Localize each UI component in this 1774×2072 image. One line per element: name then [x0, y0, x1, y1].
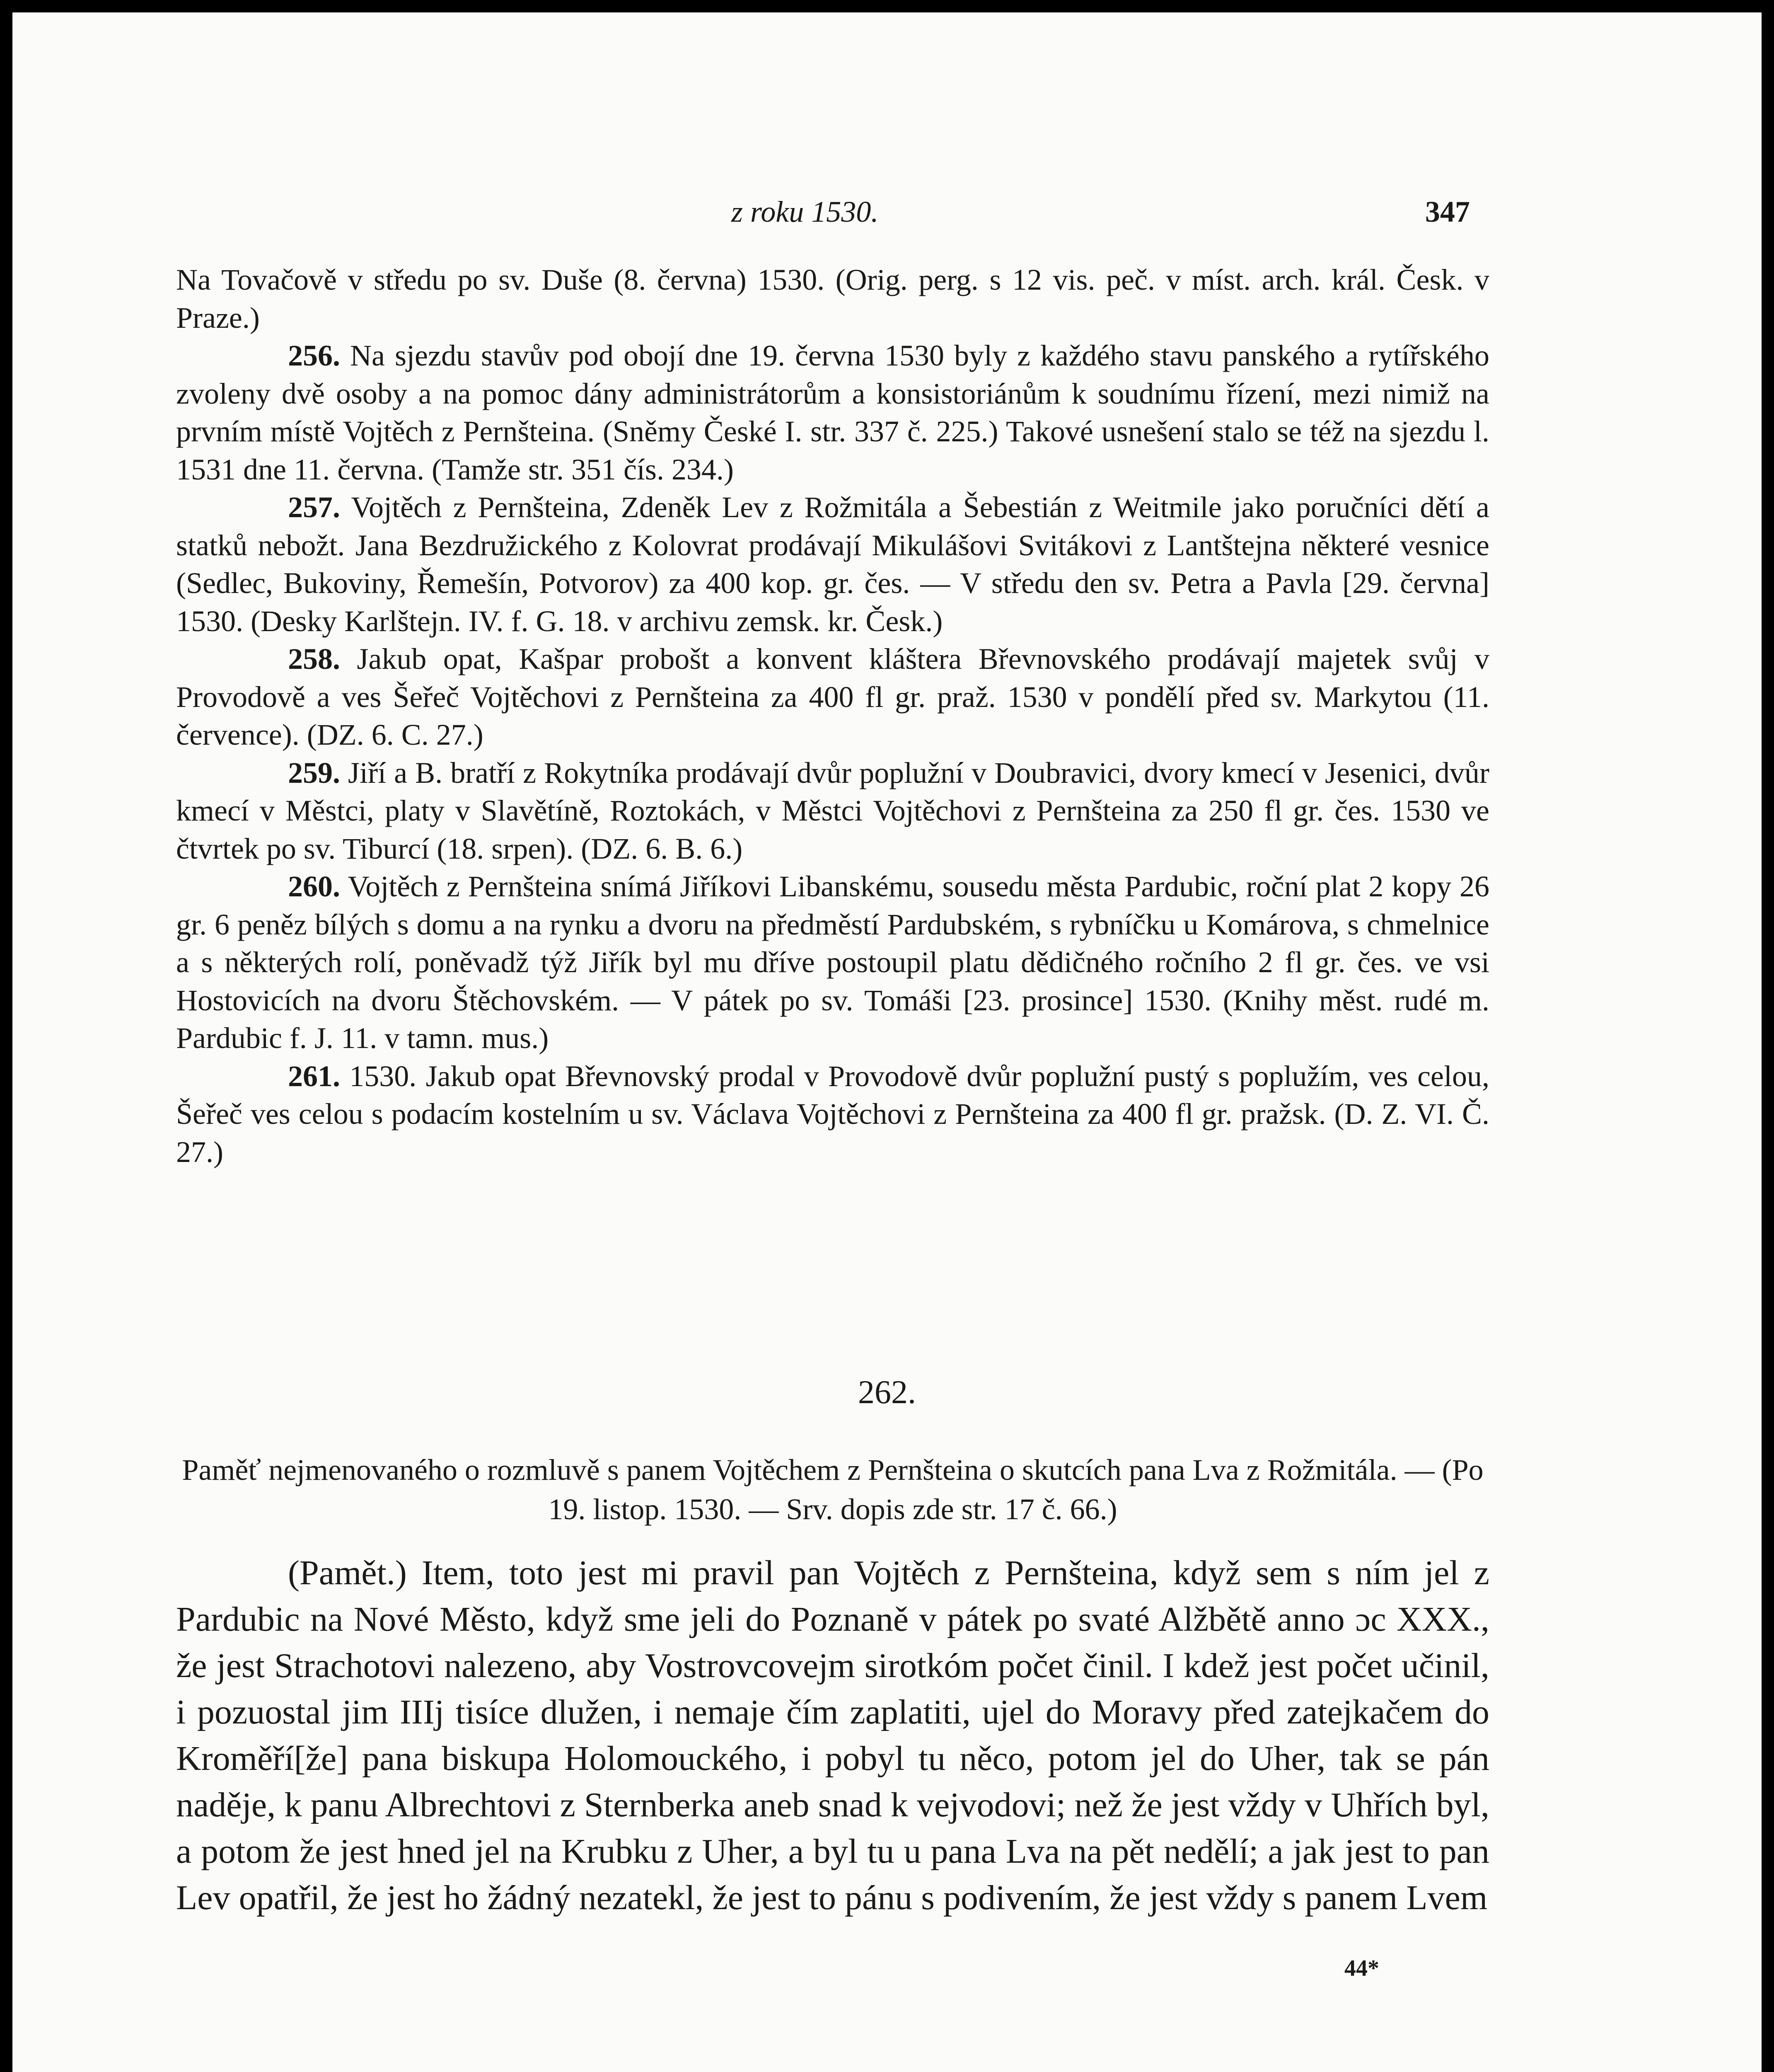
document-page [12, 12, 1762, 2072]
entry-number: 258. [288, 642, 340, 675]
document-title: Paměť nejmenovaného o rozmluvě s panem Vojtěchem z Pernšteina o skutcích pana Lva z Rožmitála. — (Po 19. listop. 1530. — Srv. dopis zde str. 17 č. 66.) [182, 1453, 1484, 1526]
entry-text: Vojtěch z Pernšteina snímá Jiříkovi Libanskému, sousedu města Pardubic, roční plat 2 kopy 26 gr. 6 peněz bílých s domu a na rynku a dvoru na předměstí Pardubském, s rybníčku u Komárova, s chmelnice a s některých rolí, poněvadž týž Jiřík byl mu dříve postoupil platu dědičného ročního 2 fl gr. čes. ve vsi Hostovicích na dvoru Štěchovském. — V pátek po sv. Tomáši [23. prosince] 1530. (Knihy měst. rudé m. Pardubic f. J. 11. v tamn. mus.) [176, 870, 1489, 1055]
entry-paragraph [176, 1058, 1489, 1172]
document-number: 262. [858, 1374, 916, 1411]
entry-text: Na Tovačově v středu po sv. Duše (8. června) 1530. (Orig. perg. s 12 vis. peč. v míst. arch. král. Česk. v Praze.) [176, 263, 1489, 334]
entry-number: 260. [288, 870, 340, 903]
entry-text: Jakub opat, Kašpar probošt a konvent kláštera Břevnovského prodávají majetek svůj v Provodově a ves Šeřeč Vojtěchovi z Pernšteina za 400 fl gr. praž. 1530 v pondělí před sv. Markytou (11. července). (DZ. 6. C. 27.) [176, 642, 1489, 751]
signature-mark: 44* [1344, 1956, 1379, 1981]
entries-section [176, 261, 1489, 1171]
running-title: z roku 1530. [731, 195, 879, 228]
entry-text: Vojtěch z Pernšteina, Zdeněk Lev z Rožmitála a Šebestián z Weitmile jako poručníci dětí a statků nebožt. Jana Bezdružického z Kolovrat prodávají Mikulášovi Svitákovi z Lantštejna některé vesnice (Sedlec, Bukoviny, Řemešín, Potvorov) za 400 kop. gr. čes. — V středu den sv. Petra a Pavla [29. června] 1530. (Desky Karlštejn. IV. f. G. 18. v archivu zemsk. kr. Česk.) [176, 491, 1489, 638]
document-text: (Pamět.) Item, toto jest mi pravil pan Vojtěch z Pernšteina, když sem s ním jel z Pardubic na Nové Město, když sme jeli do Poznaně v pátek po svaté Alžbětě anno ɔc XXX., že jest Strachotovi nalezeno, aby Vostrovcovejm sirotkóm počet činil. I kdež jest počet učinil, i pozuostal jim IIIj tisíce dlužen, i nemaje čím zaplatiti, ujel do Moravy před zatejkačem do Kroměří[že] pana biskupa Holomouckého, i pobyl tu něco, potom jel do Uher, tak se pán naděje, k panu Albrechtovi z Sternberka aneb snad k vejvodovi; než že jest vždy v Uhřích byl, a potom že jest hned jel na Krubku z Uher, a byl tu u pana Lva na pět nedělí; a jak jest to pan Lev opatřil, že jest ho žádný nezatekl, že jest to pánu s podivením, že jest vždy s panem Lvem [176, 1554, 1489, 1917]
entry-paragraph [176, 489, 1489, 640]
page-header [12, 186, 1762, 236]
entry-text: Na sjezdu stavův pod obojí dne 19. června 1530 byly z každého stavu panského a rytířského zvoleny dvě osoby a na pomoc dány administrátorům a konsistoriánům k soudnímu řízení, mezi nimiž na prvním místě Vojtěch z Pernšteina. (Sněmy České I. str. 337 č. 225.) Takové usnešení stalo se též na sjezdu l. 1531 dne 11. června. (Tamže str. 351 čís. 234.) [176, 339, 1489, 486]
entry-paragraph [176, 754, 1489, 868]
entry-paragraph [176, 868, 1489, 1058]
document-body [176, 1550, 1489, 1921]
entry-text: Jiří a B. bratří z Rokytníka prodávají dvůr poplužní v Doubravici, dvory kmecí v Jesenici, dvůr kmecí v Městci, platy v Slavětíně, Roztokách, v Městci Vojtěchovi z Pernšteina za 250 fl gr. čes. 1530 ve čtvrtek po sv. Tiburcí (18. srpen). (DZ. 6. B. 6.) [176, 756, 1489, 865]
entry-number: 259. [288, 756, 340, 789]
entry-paragraph [176, 261, 1489, 337]
entry-number: 257. [288, 491, 340, 524]
entry-paragraph [176, 337, 1489, 489]
entry-number: 261. [288, 1059, 340, 1093]
entry-number: 256. [288, 339, 340, 372]
entry-paragraph [176, 640, 1489, 754]
page-number: 347 [1425, 195, 1470, 228]
entry-text: 1530. Jakub opat Břevnovský prodal v Provodově dvůr poplužní pustý s poplužím, ves celou, Šeřeč ves celou s podacím kostelním u sv. Václava Vojtěchovi z Pernšteina za 400 fl gr. pražsk. (D. Z. VI. Č. 27.) [176, 1059, 1489, 1169]
